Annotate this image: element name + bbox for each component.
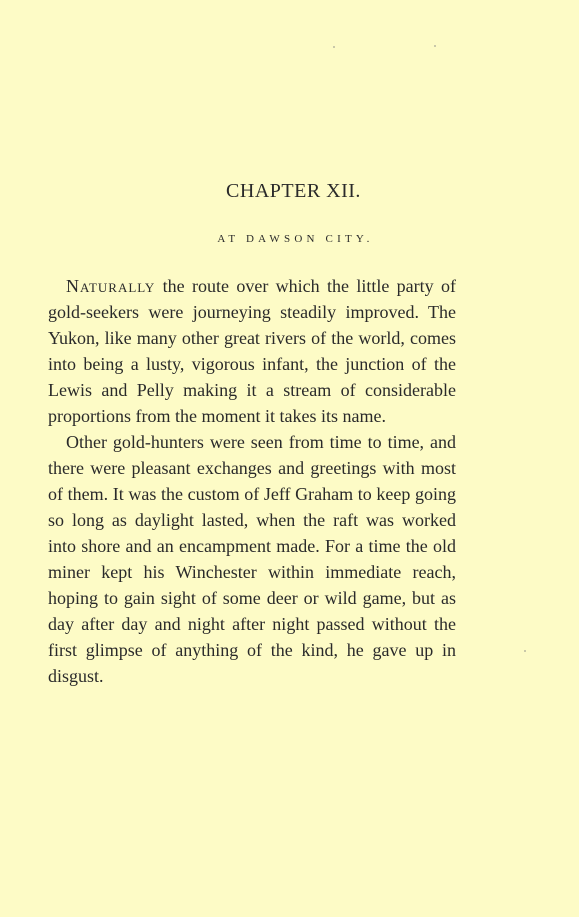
paper-speck	[434, 45, 436, 47]
paper-speck	[333, 46, 335, 48]
paragraph-1	[48, 273, 456, 429]
paragraph-2-text: Other gold-hunters were seen from time to time, and there were pleasant exchanges and greetings with most of them. It was the custom of Jeff Graham to keep going so long as daylight lasted, when the raft was worked into shore and an encampment made. For a time the old miner kept his Winchester within immediate reach, hoping to gain sight of some deer or wild game, but as day after day and night after night passed without the first glimpse of anything of the kind, he gave up in disgust.	[48, 432, 456, 686]
body-text	[48, 273, 456, 689]
paragraph-2	[48, 429, 456, 689]
chapter-heading: CHAPTER XII.	[226, 180, 361, 202]
paragraph-1-text: the route over which the little party of gold-seekers were journeying steadily improved. The Yukon, like many other great rivers of the world, comes into being a lusty, vigorous infant, the junction of the Lewis and Pelly making it a stream of considerable proportions from the moment it takes its name.	[48, 276, 456, 426]
chapter-subtitle: AT DAWSON CITY.	[217, 233, 374, 245]
paragraph-lead-word: Naturally	[66, 276, 156, 296]
paper-speck	[524, 650, 526, 652]
